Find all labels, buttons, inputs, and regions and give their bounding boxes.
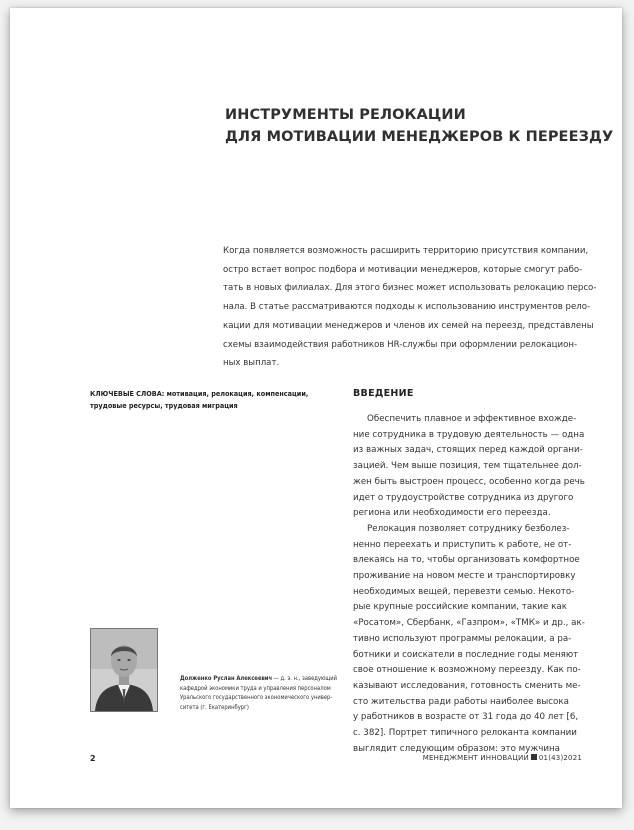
keywords-values-1: мотивация, релокация, компенсации,	[164, 389, 309, 398]
journal-name: МЕНЕДЖМЕНТ ИННОВАЦИЙ	[422, 754, 529, 762]
abstract-line: нала. В статье рассматриваются подходы к использованию инструментов рело-	[223, 302, 591, 313]
author-line-3: Уральского государственного экономического универ-	[180, 695, 333, 702]
body-line: у работников в возрасте от 31 года до 40 лет [6,	[353, 712, 579, 723]
body-line: ботники и соискатели в последние годы меняют	[353, 649, 579, 660]
body-line: тивно используют программы релокации, а ра-	[353, 633, 572, 644]
body-line: ние сотрудника в трудовую деятельность — одна	[353, 429, 585, 440]
page-number: 2	[90, 754, 96, 763]
keywords-label: КЛЮЧЕВЫЕ СЛОВА:	[90, 389, 165, 398]
running-footer	[423, 754, 582, 762]
author-name: Долженко Руслан Алексеевич	[180, 676, 273, 682]
abstract-line: Когда появляется возможность расширить территорию присутствия компании,	[223, 246, 589, 256]
body-line: выглядит следующим образом: это мужчина	[353, 743, 560, 754]
author-title: — д. э. н., заведующий	[272, 676, 338, 682]
author-portrait-icon	[91, 629, 157, 711]
body-line: Релокация позволяет сотруднику безболез-	[367, 523, 570, 534]
body-line: ненно переехать и приступить к работе, не от-	[353, 539, 572, 550]
body-line: необходимых вещей, перевезти семью. Некото-	[353, 586, 575, 597]
article-abstract	[223, 242, 595, 373]
square-bullet-icon	[531, 754, 537, 760]
author-photo	[90, 628, 158, 712]
body-line: влекаясь на то, чтобы организовать комфортное	[353, 555, 580, 566]
body-line: «Росатом», Сбербанк, «Газпром», «ТМК» и др., ак-	[353, 618, 585, 629]
body-line: казывают исследования, готовность сменить ме-	[353, 680, 581, 691]
keywords-line-1	[90, 388, 330, 400]
keywords-block	[90, 388, 330, 411]
author-info	[180, 675, 340, 714]
article-page	[10, 8, 622, 808]
author-line-4: ситета (г. Екатеринбург)	[180, 705, 249, 712]
author-line-2: кафедрой экономики труда и управления персоналом	[180, 685, 331, 692]
article-title	[225, 104, 614, 148]
section-heading: ВВЕДЕНИЕ	[353, 388, 414, 399]
body-line: рые крупные российские компании, такие как	[353, 602, 567, 613]
body-line: региона или необходимости его переезда.	[353, 508, 551, 519]
body-line: сто жительства ради работы наиболее высока	[353, 696, 569, 707]
keywords-line-2: трудовые ресурсы, трудовая миграция	[90, 400, 238, 410]
intro-body	[353, 412, 603, 757]
body-line: проживание на новом месте и транспортировку	[353, 571, 576, 582]
title-line-1: ИНСТРУМЕНТЫ РЕЛОКАЦИИ	[225, 107, 466, 123]
author-line-1	[180, 675, 340, 685]
body-line: из важных задач, стоящих перед каждой органи-	[353, 445, 583, 456]
abstract-line: кации для мотивации менеджеров и членов их семей на переезд, представлены	[223, 320, 594, 331]
body-line: с. 382]. Портрет типичного релоканта компании	[353, 728, 577, 739]
body-line: идет о трудоустройстве сотрудника из другого	[353, 492, 574, 503]
abstract-line: схемы взаимодействия работников HR-службы при оформлении релокацион-	[223, 339, 578, 350]
body-line: Обеспечить плавное и эффективное вхожде-	[367, 414, 577, 424]
title-line-2: ДЛЯ МОТИВАЦИИ МЕНЕДЖЕРОВ К ПЕРЕЕЗДУ	[225, 129, 614, 145]
abstract-line: остро встает вопрос подбора и мотивации менеджеров, которые смогут рабо-	[223, 264, 583, 275]
body-line: свое отношение к возможному переезду. Как по-	[353, 665, 581, 676]
abstract-line: тать в новых филиалах. Для этого бизнес может использовать релокацию персо-	[223, 283, 597, 294]
body-line: зацией. Чем выше позиция, тем тщательнее дол-	[353, 461, 582, 472]
body-line: жен быть выстроен процесс, особенно когда речь	[353, 476, 585, 487]
journal-issue: 01(43)2021	[538, 754, 582, 762]
abstract-line: ных выплат.	[223, 358, 280, 369]
